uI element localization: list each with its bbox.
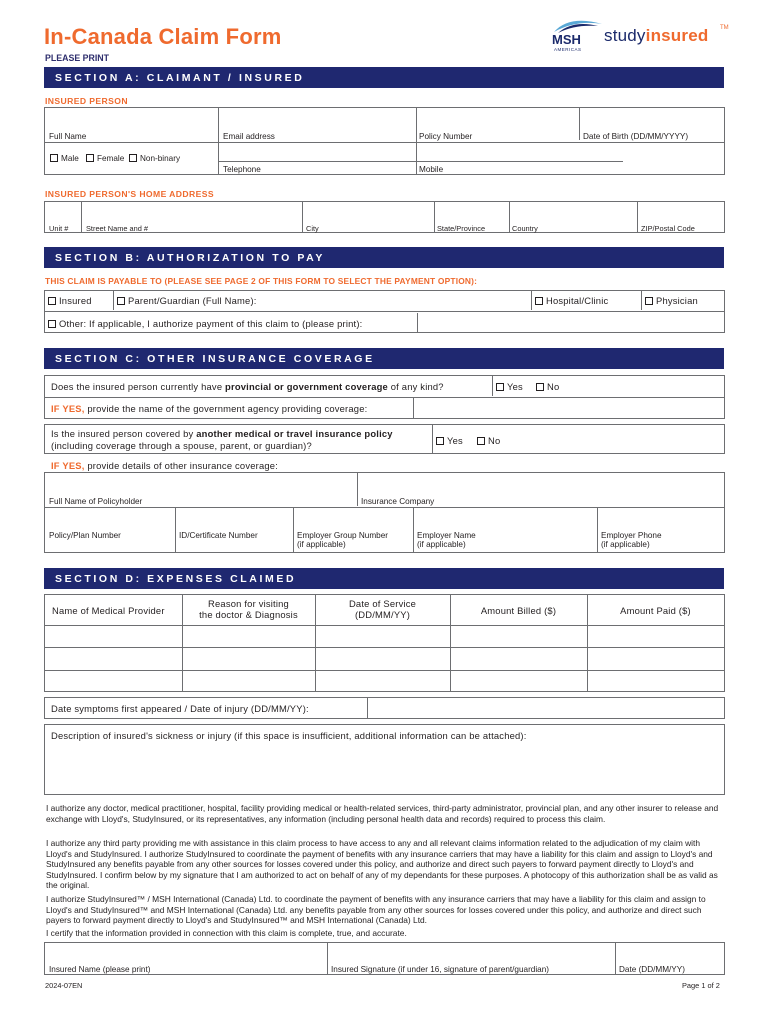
hospital-label: Hospital/Clinic <box>546 295 609 306</box>
authorization-paragraph-3: I authorize StudyInsured™ / MSH International (Canada) Ltd. to coordinate the payment of benefits with any insurance carriers that may have a liability for this claim and assign to Lloyd's and StudyInsured™ and MSH International (Canada) Ltd. any benefits payable from any other sources for losses covered under this policy, and authorize and direct such payers to forward payment directly to Lloyd's and StudyInsured™ and MSH International (Canada) Ltd. <box>46 894 706 926</box>
checkbox-icon <box>536 383 544 391</box>
parent-label: Parent/Guardian (Full Name): <box>128 295 257 306</box>
checkbox-icon <box>129 154 137 162</box>
payee-box <box>44 290 725 333</box>
unit-field[interactable]: Unit # <box>49 224 69 233</box>
other-policy-question-2: (including coverage through a spouse, parent, or guardian)? <box>51 440 312 451</box>
symptoms-date-input[interactable] <box>369 698 724 718</box>
emp-group-2: (if applicable) <box>297 540 346 549</box>
no-label: No <box>547 381 560 392</box>
other-policy-box <box>44 424 725 454</box>
plan-number-field[interactable]: Policy/Plan Number <box>49 531 121 540</box>
authorization-paragraph-2: I authorize any third party providing me with assistance in this claim process to have access to any and all relevant claims information related to the adjudication of my claim with Lloyd's and StudyInsured. I authorize StudyInsured to coordinate the payment of benefits with any insurance carriers that may have a liability for this claim and assign to Lloyd's and StudyInsured any benefits payable from any other sources for losses covered under this policy, and authorize and direct such payers to forward payment directly to Lloyd's and StudyInsured. I confirm below by my signature that I am authorized to act on behalf of any of my dependants for these purposes. A photocopy of this authorization shall be as valid as the original. <box>46 838 718 891</box>
female-label: Female <box>97 154 125 163</box>
emp-group-1: Employer Group Number <box>297 531 389 540</box>
logo-americas: AMERICAS <box>554 47 582 52</box>
other-coverage-details-label <box>51 460 278 471</box>
mobile-field[interactable]: Mobile <box>419 165 444 174</box>
insured-label: Insured <box>59 295 92 306</box>
checkbox-icon <box>436 437 444 445</box>
dob-field[interactable]: Date of Birth (DD/MM/YYYY) <box>583 132 689 141</box>
col-provider: Name of Medical Provider <box>52 605 165 616</box>
if-yes-label: IF YES, <box>51 403 85 414</box>
checkbox-icon <box>50 154 58 162</box>
other-policy-yes-checkbox[interactable] <box>436 435 463 446</box>
reason-2: the doctor & Diagnosis <box>199 609 298 620</box>
payee-parent-checkbox[interactable] <box>117 295 257 306</box>
form-title: In-Canada Claim Form <box>44 24 282 49</box>
policy-number-field[interactable]: Policy Number <box>419 132 473 141</box>
policyholder-field[interactable]: Full Name of Policyholder <box>49 497 143 506</box>
insured-name-field[interactable]: Insured Name (please print) <box>49 965 151 974</box>
gov-coverage-question <box>51 381 444 392</box>
male-label: Male <box>61 154 79 163</box>
id-certificate-field[interactable]: ID/Certificate Number <box>179 531 258 540</box>
section-b-header: SECTION B: AUTHORIZATION TO PAY <box>44 247 724 268</box>
checkbox-icon <box>48 297 56 305</box>
employer-name-field[interactable] <box>417 531 476 549</box>
gov-agency-text: provide the name of the government agency providing coverage: <box>84 403 368 414</box>
checkbox-icon <box>48 320 56 328</box>
col-amount-billed: Amount Billed ($) <box>480 605 557 616</box>
other-policy-no-checkbox[interactable] <box>477 435 500 446</box>
home-address-box <box>44 201 725 233</box>
description-label: Description of insured's sickness or injury (if this space is insufficient, additional information can be attached): <box>51 730 527 741</box>
email-field[interactable]: Email address <box>223 132 275 141</box>
logo-brand-study: study <box>604 26 646 45</box>
emp-name-1: Employer Name <box>417 531 476 540</box>
checkbox-icon <box>86 154 94 162</box>
other-coverage-box <box>44 472 725 553</box>
expense-row-1[interactable] <box>45 626 724 647</box>
government-coverage-box <box>44 375 725 419</box>
emp-name-2: (if applicable) <box>417 540 466 549</box>
expenses-table <box>44 594 725 692</box>
insured-signature-field[interactable]: Insured Signature (if under 16, signature of parent/guardian) <box>331 965 550 974</box>
emp-phone-1: Employer Phone <box>601 531 662 540</box>
checkbox-icon <box>496 383 504 391</box>
emp-phone-2: (if applicable) <box>601 540 650 549</box>
symptoms-date-label: Date symptoms first appeared / Date of injury (DD/MM/YY): <box>51 703 309 714</box>
expense-row-3[interactable] <box>45 671 724 691</box>
reason-1: Reason for visiting <box>208 598 289 609</box>
physician-label: Physician <box>656 295 698 306</box>
col-amount-paid: Amount Paid ($) <box>620 605 691 616</box>
col-date-of-service <box>315 598 450 620</box>
gender-male-checkbox[interactable] <box>50 154 79 163</box>
payee-physician-checkbox[interactable] <box>645 295 698 306</box>
page-number: Page 1 of 2 <box>682 981 720 990</box>
gender-female-checkbox[interactable] <box>86 154 124 163</box>
q2-b: another medical or travel insurance policy <box>196 428 393 439</box>
signature-date-field[interactable]: Date (DD/MM/YY) <box>619 965 685 974</box>
section-a-header: SECTION A: CLAIMANT / INSURED <box>44 67 724 88</box>
q1-c: of any kind? <box>387 381 444 392</box>
zip-field[interactable]: ZIP/Postal Code <box>641 224 695 233</box>
logo-msh: MSH <box>552 32 581 47</box>
payee-other-checkbox[interactable] <box>48 318 362 329</box>
gov-agency-input[interactable] <box>417 398 724 418</box>
checkbox-icon <box>117 297 125 305</box>
signature-box <box>44 942 725 975</box>
home-address-heading: INSURED PERSON'S HOME ADDRESS <box>45 189 214 199</box>
details-text: provide details of other insurance coverage: <box>84 460 279 471</box>
payable-instruction: THIS CLAIM IS PAYABLE TO (PLEASE SEE PAGE 2 OF THIS FORM TO SELECT THE PAYMENT OPTION): <box>45 276 478 286</box>
logo-trademark: TM <box>720 25 729 31</box>
payee-insured-checkbox[interactable] <box>48 295 92 306</box>
gov-coverage-yes-checkbox[interactable] <box>496 381 523 392</box>
street-field[interactable]: Street Name and # <box>86 224 149 233</box>
q1-b: provincial or government coverage <box>225 381 388 392</box>
country-field[interactable]: Country <box>512 224 538 233</box>
logo-brand <box>604 26 708 46</box>
payee-hospital-checkbox[interactable] <box>535 295 608 306</box>
company-logo <box>552 18 728 52</box>
date-1: Date of Service <box>348 598 417 609</box>
please-print-note: PLEASE PRINT <box>45 53 110 63</box>
employer-group-field[interactable] <box>297 531 388 549</box>
section-c-header: SECTION C: OTHER INSURANCE COVERAGE <box>44 348 724 369</box>
col-reason <box>182 598 315 620</box>
employer-phone-field[interactable] <box>601 531 662 549</box>
form-code: 2024-07EN <box>45 981 83 990</box>
expense-row-2[interactable] <box>45 648 724 670</box>
yes-label: Yes <box>447 435 463 446</box>
insurance-company-field[interactable]: Insurance Company <box>361 497 435 506</box>
full-name-field[interactable]: Full Name <box>49 132 87 141</box>
q1-a: Does the insured person currently have <box>51 381 226 392</box>
authorization-paragraph-1: I authorize any doctor, medical practitioner, hospital, facility providing medical or health-related services, third-party administrator, provincial plan, and any other insurer to release and exchange with Lloyd's, StudyInsured, or its representatives, any information (including personal health data and records) required to process this claim. <box>46 803 719 824</box>
certification-statement: I certify that the information provided in connection with this claim is complete, true, and accurate. <box>46 928 407 938</box>
yes-label: Yes <box>507 381 523 392</box>
state-field[interactable]: State/Province <box>437 224 486 233</box>
if-yes-label: IF YES, <box>51 460 85 471</box>
non-binary-label: Non-binary <box>140 154 181 163</box>
gender-nonbinary-checkbox[interactable] <box>129 154 180 163</box>
section-d-header: SECTION D: EXPENSES CLAIMED <box>44 568 724 589</box>
checkbox-icon <box>477 437 485 445</box>
gov-agency-label <box>51 403 367 414</box>
gov-coverage-no-checkbox[interactable] <box>536 381 559 392</box>
description-box[interactable] <box>44 724 725 795</box>
symptoms-date-box <box>44 697 725 719</box>
no-label: No <box>488 435 501 446</box>
checkbox-icon <box>535 297 543 305</box>
logo-brand-insured: insured <box>645 26 709 45</box>
checkbox-icon <box>645 297 653 305</box>
date-2: (DD/MM/YY) <box>354 609 411 620</box>
other-label: Other: If applicable, I authorize payment of this claim to (please print): <box>59 318 363 329</box>
insured-person-heading: INSURED PERSON <box>45 96 128 106</box>
other-policy-question <box>51 428 393 439</box>
insured-person-box <box>44 107 725 175</box>
q2-a: Is the insured person covered by <box>51 428 197 439</box>
telephone-field[interactable]: Telephone <box>223 165 261 174</box>
city-field[interactable]: City <box>306 224 319 233</box>
